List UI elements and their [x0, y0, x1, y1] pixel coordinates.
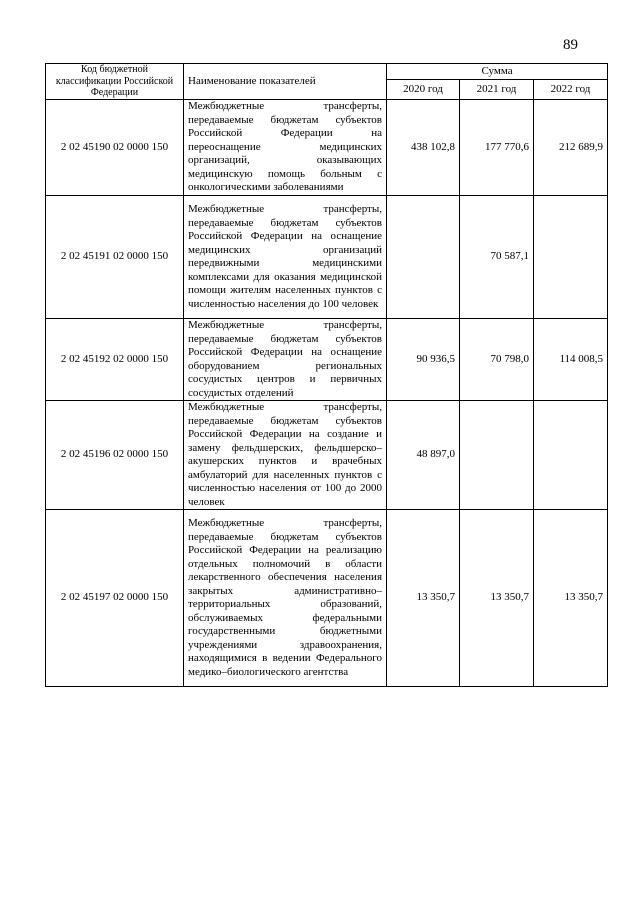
indicator-name-cell: Межбюджетные трансферты, передаваемые бюджетам субъектов Российской Федерации на оснащение оборудованием региональных сосудистых центров и первичных сосудистых отделений: [184, 319, 387, 401]
amount-2021-cell: 177 770,6: [460, 100, 534, 196]
header-budget-code: Код бюджетной классификации Российской Федерации: [46, 64, 184, 100]
header-year-2022: 2022 год: [534, 80, 608, 100]
header-sum: Сумма: [387, 64, 608, 80]
amount-2022-cell: 13 350,7: [534, 510, 608, 687]
page-number: 89: [563, 37, 578, 53]
budget-table: [45, 63, 608, 687]
header-year-2020: 2020 год: [387, 80, 460, 100]
indicator-name-cell: Межбюджетные трансферты, передаваемые бюджетам субъектов Российской Федерации на переоснащение медицинских организаций, оказывающих медицинскую помощь больным с онкологическими заболеваниями: [184, 100, 387, 196]
table-row: [46, 196, 608, 319]
amount-2021-cell: 70 587,1: [460, 196, 534, 319]
amount-2022-cell: [534, 196, 608, 319]
amount-2020-cell: 13 350,7: [387, 510, 460, 687]
amount-2020-cell: [387, 196, 460, 319]
amount-2022-cell: 212 689,9: [534, 100, 608, 196]
indicator-name-cell: Межбюджетные трансферты, передаваемые бюджетам субъектов Российской Федерации на создание и замену фельдшерских, фельдшерско–акушерских пунктов и врачебных амбулаторий для населенных пунктов с численностью населения от 100 до 2000 человек: [184, 401, 387, 510]
table-row: [46, 100, 608, 196]
budget-code-cell: 2 02 45192 02 0000 150: [46, 319, 184, 401]
amount-2022-cell: 114 008,5: [534, 319, 608, 401]
amount-2020-cell: 48 897,0: [387, 401, 460, 510]
amount-2021-cell: 70 798,0: [460, 319, 534, 401]
table-row: [46, 401, 608, 510]
amount-2021-cell: [460, 401, 534, 510]
header-year-2021: 2021 год: [460, 80, 534, 100]
budget-code-cell: 2 02 45190 02 0000 150: [46, 100, 184, 196]
budget-code-cell: 2 02 45196 02 0000 150: [46, 401, 184, 510]
amount-2022-cell: [534, 401, 608, 510]
table-row: [46, 319, 608, 401]
budget-code-cell: 2 02 45191 02 0000 150: [46, 196, 184, 319]
amount-2020-cell: 90 936,5: [387, 319, 460, 401]
header-indicator-name: Наименование показателей: [184, 64, 387, 100]
budget-code-cell: 2 02 45197 02 0000 150: [46, 510, 184, 687]
amount-2021-cell: 13 350,7: [460, 510, 534, 687]
indicator-name-cell: Межбюджетные трансферты, передаваемые бюджетам субъектов Российской Федерации на реализацию отдельных полномочий в области лекарственного обеспечения населения закрытых административно–территориальных образований, обслуживаемых федеральными государственными бюджетными учреждениями здравоохранения, находящимися в ведении Федерального медико–биологического агентства: [184, 510, 387, 687]
indicator-name-cell: Межбюджетные трансферты, передаваемые бюджетам субъектов Российской Федерации на оснащение медицинских организаций передвижными медицинскими комплексами для оказания медицинской помощи жителям населенных пунктов с численностью населения до 100 человек: [184, 196, 387, 319]
table-row: [46, 510, 608, 687]
amount-2020-cell: 438 102,8: [387, 100, 460, 196]
